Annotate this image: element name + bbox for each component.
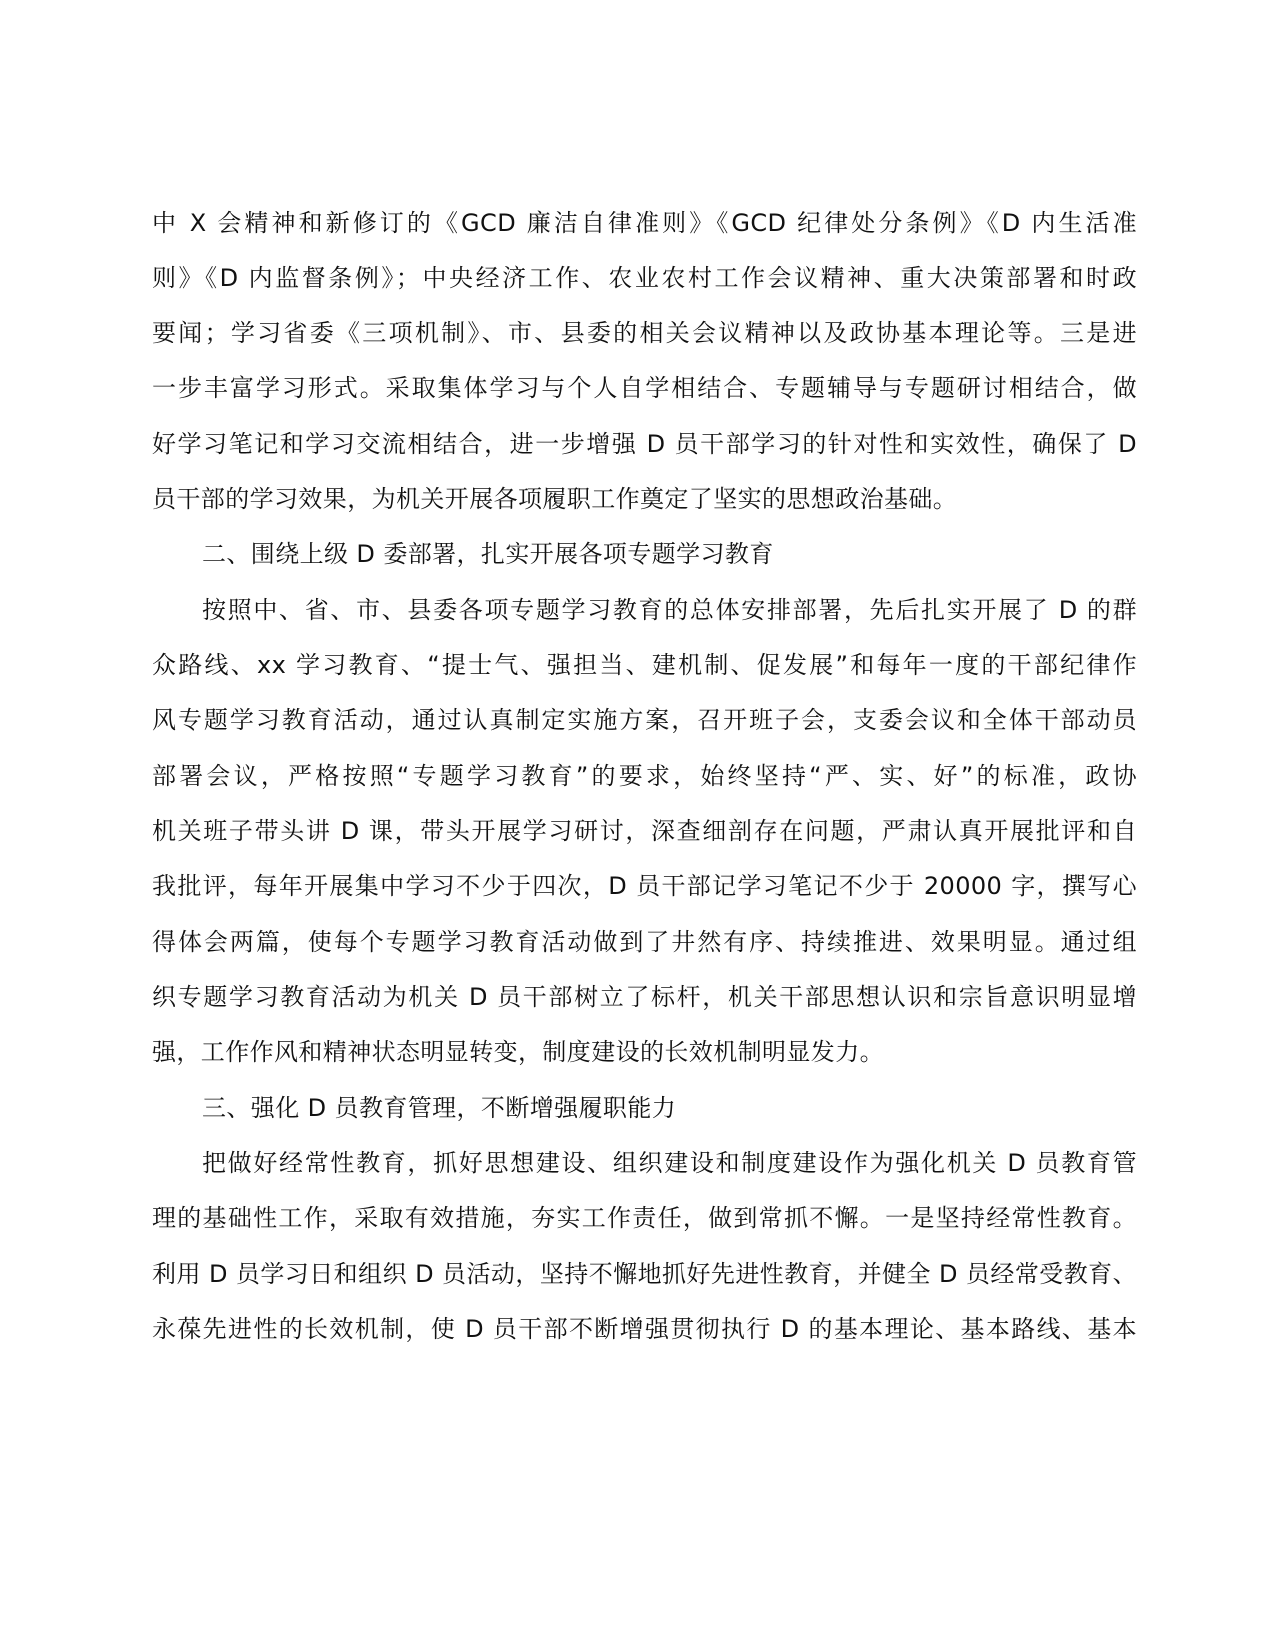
text-line: 好学习笔记和学习交流相结合，进一步增强 D 员干部学习的针对性和实效性，确保了 D bbox=[152, 430, 1137, 458]
text-line: 我批评，每年开展集中学习不少于四次，D 员干部记学习笔记不少于 20000 字，撰写心 bbox=[152, 872, 1137, 900]
text-line: 中 X 会精神和新修订的《GCD 廉洁自律准则》《GCD 纪律处分条例》《D 内生活准 bbox=[152, 209, 1137, 237]
text-line: 永葆先进性的长效机制，使 D 员干部不断增强贯彻执行 D 的基本理论、基本路线、基本 bbox=[152, 1315, 1137, 1343]
text-line: 理的基础性工作，采取有效措施，夯实工作责任，做到常抓不懈。一是坚持经常性教育。 bbox=[152, 1204, 1137, 1232]
text-line: 风专题学习教育活动，通过认真制定实施方案，召开班子会，支委会议和全体干部动员 bbox=[152, 706, 1137, 734]
text-line: 得体会两篇，使每个专题学习教育活动做到了井然有序、持续推进、效果明显。通过组 bbox=[152, 928, 1137, 956]
text-line: 众路线、xx 学习教育、“提士气、强担当、建机制、促发展”和每年一度的干部纪律作 bbox=[152, 651, 1137, 679]
text-line: 部署会议，严格按照“专题学习教育”的要求，始终坚持“严、实、好”的标准，政协 bbox=[152, 762, 1137, 790]
section-heading: 二、围绕上级 D 委部署，扎实开展各项专题学习教育 bbox=[202, 540, 774, 568]
text-line: 则》《D 内监督条例》；中央经济工作、农业农村工作会议精神、重大决策部署和时政 bbox=[152, 264, 1137, 292]
text-line: 要闻；学习省委《三项机制》、市、县委的相关会议精神以及政协基本理论等。三是进 bbox=[152, 319, 1137, 347]
text-line: 强，工作作风和精神状态明显转变，制度建设的长效机制明显发力。 bbox=[152, 1038, 884, 1066]
text-line: 机关班子带头讲 D 课，带头开展学习研讨，深查细剖存在问题，严肃认真开展批评和自 bbox=[152, 817, 1137, 845]
text-line: 按照中、省、市、县委各项专题学习教育的总体安排部署，先后扎实开展了 D 的群 bbox=[202, 596, 1137, 624]
text-line: 把做好经常性教育，抓好思想建设、组织建设和制度建设作为强化机关 D 员教育管 bbox=[202, 1149, 1137, 1177]
text-line: 利用 D 员学习日和组织 D 员活动，坚持不懈地抓好先进性教育，并健全 D 员经常受教育、 bbox=[152, 1260, 1137, 1288]
text-line: 员干部的学习效果，为机关开展各项履职工作奠定了坚实的思想政治基础。 bbox=[152, 485, 958, 513]
text-line: 一步丰富学习形式。采取集体学习与个人自学相结合、专题辅导与专题研讨相结合，做 bbox=[152, 374, 1137, 402]
text-line: 织专题学习教育活动为机关 D 员干部树立了标杆，机关干部思想认识和宗旨意识明显增 bbox=[152, 983, 1137, 1011]
section-heading: 三、强化 D 员教育管理，不断增强履职能力 bbox=[202, 1094, 677, 1122]
